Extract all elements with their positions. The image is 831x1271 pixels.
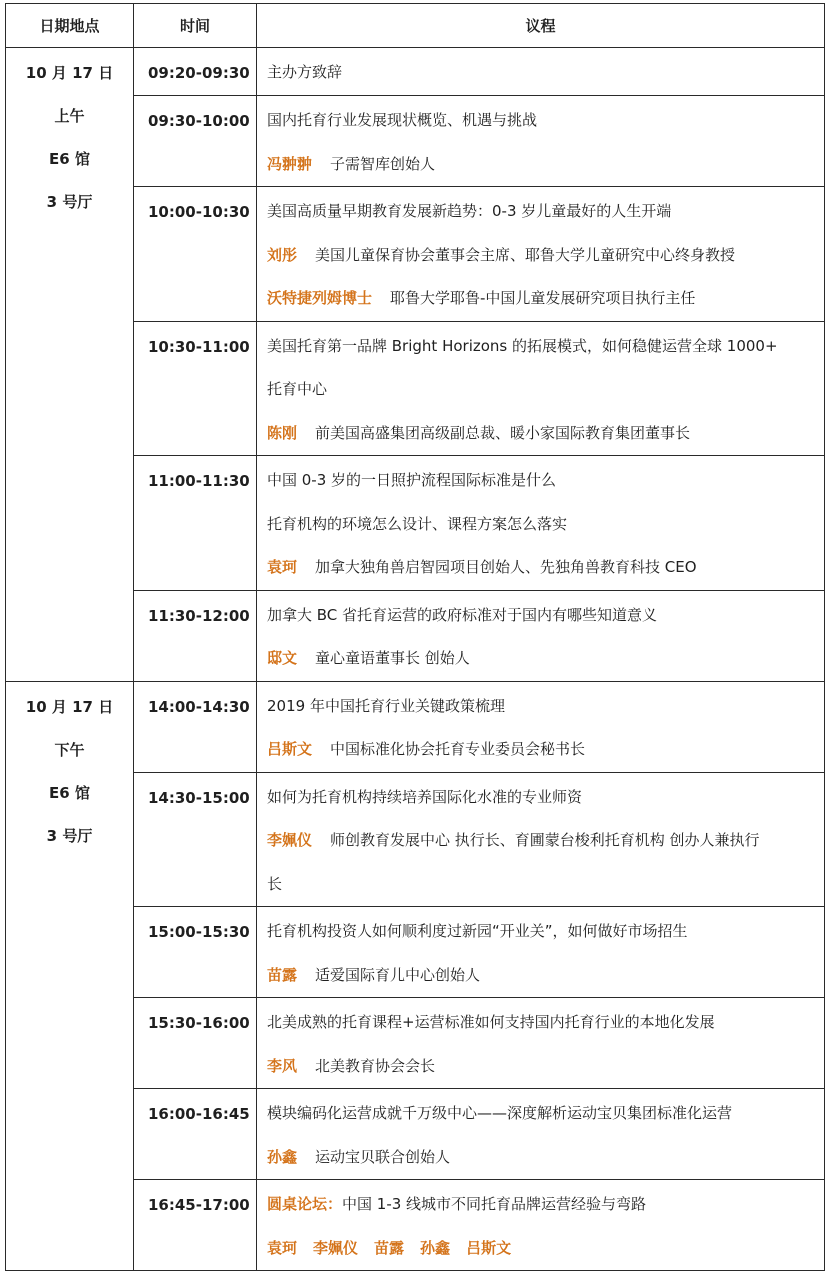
agenda-cell — [257, 907, 825, 998]
speaker-name: 邸文 — [267, 649, 298, 667]
session-topic: 中国 0-3 岁的一日照护流程国际标准是什么 — [267, 471, 557, 489]
session-topic: 国内托育行业发展现状概览、机遇与挑战 — [267, 111, 538, 129]
session-time: 16:00-16:45 — [148, 1105, 250, 1123]
session-topic: 模块编码化运营成就千万级中心——深度解析运动宝贝集团标准化运营 — [267, 1104, 733, 1122]
date-location-line: 10 月 17 日 — [25, 697, 114, 716]
speaker-title: 前美国高盛集团高级副总裁、暖小家国际教育集团董事长 — [315, 423, 691, 442]
speaker-title: 适爱国际育儿中心创始人 — [315, 965, 481, 984]
date-location-line: 下午 — [54, 740, 85, 759]
speaker-name: 袁珂 — [267, 558, 298, 576]
agenda-cell — [257, 96, 825, 187]
speaker-line — [267, 728, 818, 772]
session-topic: 加拿大 BC 省托育运营的政府标准对于国内有哪些知道意义 — [267, 605, 658, 624]
speaker-title: 子需智库创始人 — [330, 154, 436, 173]
agenda-row — [6, 681, 825, 772]
roundtable-speaker: 吕斯文 — [466, 1238, 512, 1257]
agenda-cell — [257, 681, 825, 772]
time-cell — [134, 321, 257, 456]
speaker-line — [267, 637, 818, 681]
time-cell — [134, 48, 257, 96]
speaker-name: 刘彤 — [267, 245, 298, 264]
session-time: 10:30-11:00 — [148, 337, 250, 356]
time-cell — [134, 1089, 257, 1180]
session-time: 14:00-14:30 — [148, 697, 250, 716]
session-time: 15:30-16:00 — [148, 1014, 250, 1032]
speaker-title-continued: 长 — [267, 874, 283, 893]
speaker-title: 中国标准化协会托育专业委员会秘书长 — [330, 740, 586, 758]
time-cell — [134, 907, 257, 998]
session-topic: 美国高质量早期教育发展新趋势：0-3 岁儿童最好的人生开端 — [267, 202, 672, 220]
time-cell — [134, 1180, 257, 1271]
time-cell — [134, 998, 257, 1089]
agenda-cell — [257, 187, 825, 322]
session-topic: 主办方致辞 — [267, 63, 343, 81]
speaker-title: 美国儿童保育协会董事会主席、耶鲁大学儿童研究中心终身教授 — [315, 245, 736, 264]
speaker-line — [267, 819, 818, 863]
speaker-line — [267, 412, 818, 456]
time-cell — [134, 681, 257, 772]
agenda-cell — [257, 590, 825, 681]
speaker-title: 加拿大独角兽启智园项目创始人、先独角兽教育科技 CEO — [315, 558, 697, 576]
speaker-name: 孙鑫 — [267, 1147, 298, 1166]
date-location-line: 10 月 17 日 — [25, 64, 114, 82]
time-cell — [134, 590, 257, 681]
agenda-cell — [257, 321, 825, 456]
date-location-line: 3 号厅 — [46, 193, 93, 211]
session-time: 11:30-12:00 — [148, 606, 250, 625]
date-location-line: E6 馆 — [49, 783, 90, 802]
speaker-title: 童心童语董事长 创始人 — [315, 649, 470, 667]
session-time: 15:00-15:30 — [148, 923, 250, 941]
header-time: 时间 — [134, 4, 257, 48]
agenda-cell — [257, 1089, 825, 1180]
session-time: 09:30-10:00 — [148, 112, 250, 130]
date-location-cell — [6, 48, 134, 682]
agenda-body — [6, 48, 825, 1271]
time-cell — [134, 456, 257, 591]
speaker-name: 苗露 — [267, 965, 298, 984]
agenda-cell — [257, 998, 825, 1089]
agenda-cell — [257, 48, 825, 96]
header-agenda: 议程 — [257, 4, 825, 48]
session-topic: 北美成熟的托育课程+运营标准如何支持国内托育行业的本地化发展 — [267, 1013, 715, 1031]
agenda-row — [6, 48, 825, 96]
speaker-name: 沃特捷列姆博士 — [267, 289, 373, 307]
roundtable-label: 圆桌论坛： — [267, 1195, 343, 1213]
date-location-cell — [6, 681, 134, 1271]
agenda-table — [5, 3, 825, 1271]
speaker-title: 耶鲁大学耶鲁-中国儿童发展研究项目执行主任 — [390, 289, 696, 307]
speaker-name: 李风 — [267, 1056, 298, 1075]
speaker-title: 运动宝贝联合创始人 — [315, 1147, 451, 1166]
speaker-name: 陈刚 — [267, 423, 298, 442]
roundtable-topic — [267, 1183, 818, 1227]
time-cell — [134, 772, 257, 907]
speaker-name: 吕斯文 — [267, 740, 313, 758]
speaker-line — [267, 1045, 818, 1089]
speaker-line — [267, 234, 818, 278]
agenda-cell — [257, 1180, 825, 1271]
speaker-title: 北美教育协会会长 — [315, 1056, 436, 1075]
session-time: 16:45-17:00 — [148, 1196, 250, 1214]
date-location-line: 上午 — [54, 107, 85, 125]
session-topic: 美国托育第一品牌 Bright Horizons 的拓展模式，如何稳健运营全球 1000+ — [267, 336, 778, 355]
session-time: 11:00-11:30 — [148, 472, 250, 490]
speaker-line — [267, 546, 818, 590]
session-time: 09:20-09:30 — [148, 64, 250, 82]
roundtable-speaker: 袁珂 — [267, 1238, 298, 1257]
roundtable-title: 中国 1-3 线城市不同托育品牌运营经验与弯路 — [342, 1195, 647, 1213]
header-date: 日期地点 — [6, 4, 134, 48]
speaker-line — [267, 954, 818, 998]
speaker-name: 李姵仪 — [267, 831, 313, 849]
agenda-cell — [257, 456, 825, 591]
date-location-line: 3 号厅 — [46, 826, 93, 845]
session-time: 10:00-10:30 — [148, 203, 250, 221]
session-topic: 托育机构的环境怎么设计、课程方案怎么落实 — [267, 514, 568, 533]
speaker-title: 师创教育发展中心 执行长、育圃蒙台梭利托育机构 创办人兼执行 — [330, 831, 760, 849]
session-topic: 托育中心 — [267, 380, 328, 398]
date-location-line: E6 馆 — [49, 150, 90, 168]
session-topic: 托育机构投资人如何顺利度过新园“开业关”，如何做好市场招生 — [267, 922, 688, 940]
header-row — [6, 4, 825, 48]
session-topic: 如何为托育机构持续培养国际化水准的专业师资 — [267, 787, 583, 806]
agenda-cell — [257, 772, 825, 907]
session-time: 14:30-15:00 — [148, 788, 250, 807]
speaker-name: 冯翀翀 — [267, 154, 313, 173]
session-topic: 2019 年中国托育行业关键政策梳理 — [267, 696, 505, 715]
roundtable-speaker: 苗露 — [374, 1238, 405, 1257]
speaker-line — [267, 277, 818, 321]
roundtable-speakers — [267, 1227, 818, 1271]
time-cell — [134, 187, 257, 322]
speaker-line — [267, 1136, 818, 1180]
roundtable-speaker: 孙鑫 — [420, 1238, 451, 1257]
roundtable-speaker: 李姵仪 — [313, 1238, 359, 1257]
speaker-line — [267, 143, 818, 187]
time-cell — [134, 96, 257, 187]
